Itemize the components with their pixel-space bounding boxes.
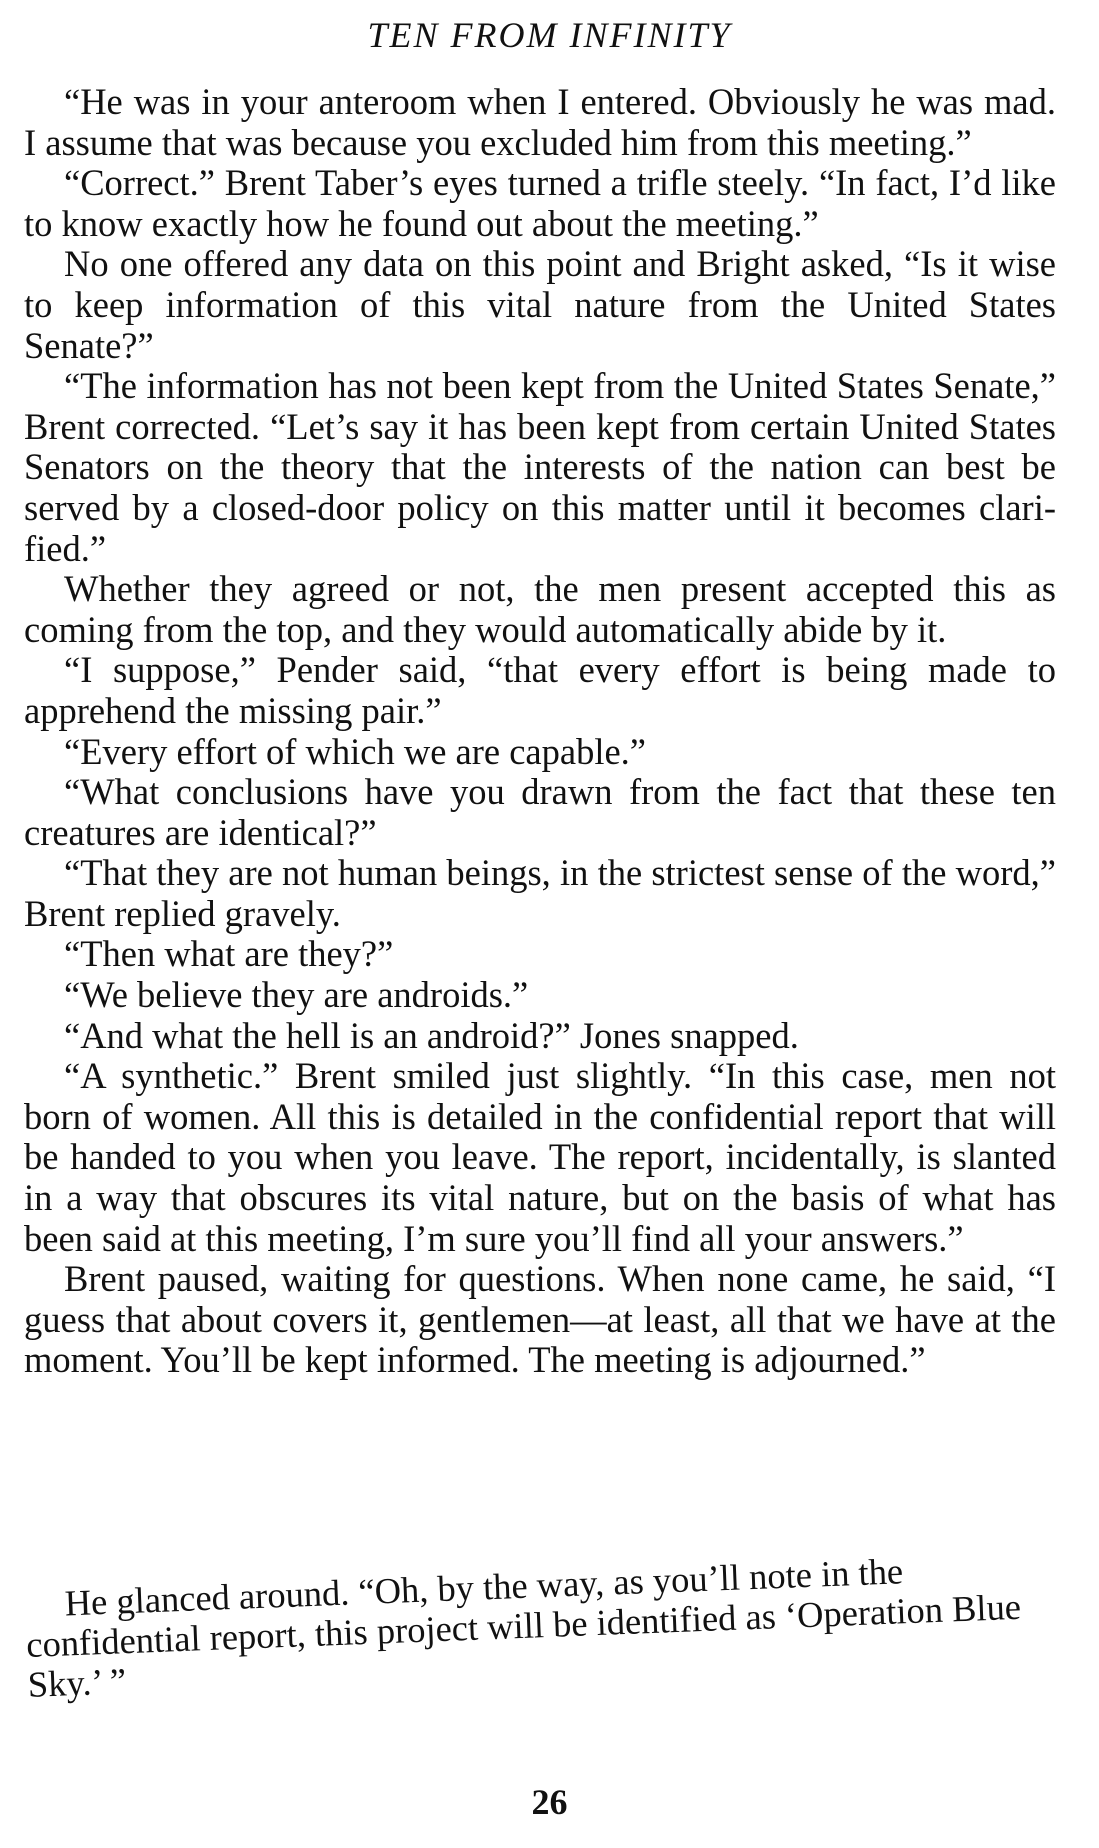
paragraph: “I suppose,” Pender said, “that every effort is being made to apprehend the missing pair.”	[24, 649, 1056, 731]
paragraph: “What conclusions have you drawn from the fact that these ten creatures are identical?”	[24, 771, 1056, 853]
paragraph: “That they are not human beings, in the strictest sense of the word,” Brent replied gravely.	[24, 852, 1056, 934]
paragraph: “Then what are they?”	[64, 933, 394, 975]
paragraph: “A synthetic.” Brent smiled just slightly. “In this case, men not born of women. All this is detailed in the confidential report that will be handed to you when you leave. The report, incidentally, is slanted in a way that obscures its vital nature, but on the basis of what has been said at this meeting, I’m sure you’ll find all your answers.”	[24, 1055, 1056, 1259]
paragraph: “We believe they are androids.”	[64, 974, 529, 1016]
paragraph: “Correct.” Brent Taber’s eyes turned a trifle steely. “In fact, I’d like to know exactly how he found out about the meeting.”	[24, 162, 1056, 244]
page-number: 26	[531, 1782, 568, 1822]
paragraph: “The information has not been kept from the United States Senate,” Brent corrected. “Let’s say it has been kept from certain United States Senators on the theory that the interests of the nation can best be served by a closed-door policy on this matter until it becomes clarified.”	[24, 365, 1056, 569]
closing-text	[24, 1545, 1060, 1705]
paragraph: He glanced around. “Oh, by the way, as you’ll note in the confidential report, this project will be identified as ‘Operation Blue Sky.’ ”	[25, 1550, 1022, 1705]
paragraph: Whether they agreed or not, the men present accepted this as coming from the top, and they would automatically abide by it.	[24, 568, 1056, 650]
paragraph: “Every effort of which we are capable.”	[64, 730, 646, 772]
paragraph: “And what the hell is an android?” Jones snapped.	[64, 1014, 799, 1056]
paragraph: Brent paused, waiting for questions. When none came, he said, “I guess that about covers it, gentlemen—at least, all that we have at the moment. You’ll be kept informed. The meeting is adjourned.”	[24, 1258, 1056, 1381]
paragraph: No one offered any data on this point and Bright asked, “Is it wise to keep information of this vital nature from the United States Senate?”	[24, 243, 1056, 366]
running-head: TEN FROM INFINITY	[367, 15, 732, 55]
paragraph: “He was in your anteroom when I entered. Obviously he was mad. I assume that was because you excluded him from this meeting.”	[24, 81, 1056, 163]
body-text	[24, 82, 1056, 1381]
